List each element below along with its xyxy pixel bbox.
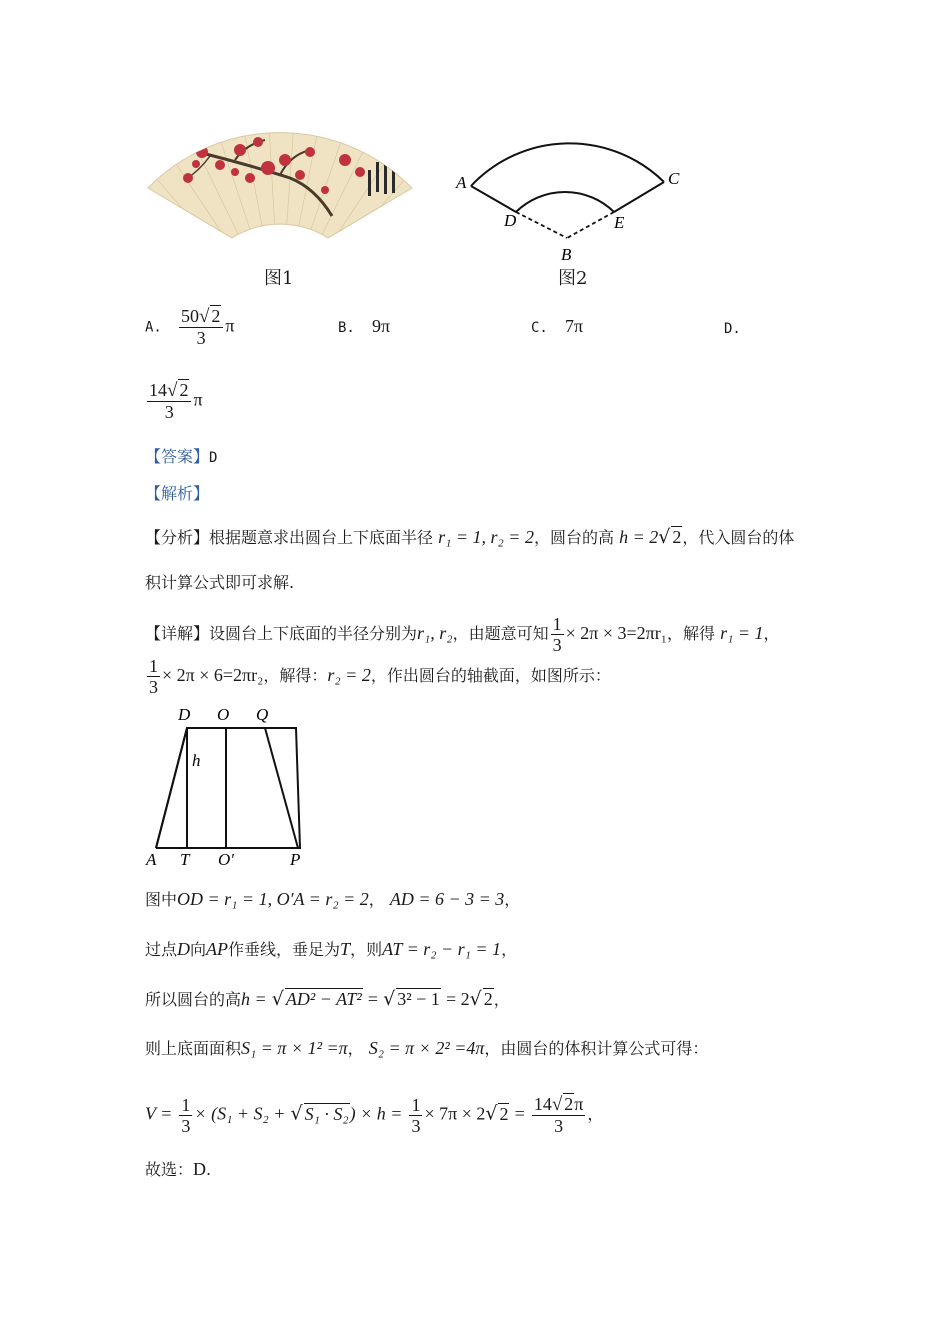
option-b-value: 9π	[371, 316, 391, 336]
detail-result-r1: r₁ = 1	[720, 623, 764, 643]
option-c-value: 7π	[564, 316, 584, 336]
volume-radicand-2: 2	[499, 1103, 509, 1124]
step-3-text: 所以圆台的高	[145, 990, 242, 1009]
step-2	[145, 938, 517, 961]
step-2-line-AP: AP	[206, 939, 229, 959]
analysis-height: h = 2	[619, 527, 659, 547]
step-4-area-1: S₁ = π × 1² =π	[241, 1038, 348, 1058]
figure-1-caption: 图1	[264, 268, 294, 289]
step-1-sep: ，	[368, 890, 385, 909]
option-c-letter: C.	[531, 320, 548, 336]
option-d-letter: D.	[724, 321, 741, 337]
figure-2-caption: 图2	[558, 268, 588, 289]
option-d-radicand: 2	[179, 380, 189, 400]
label-Q: Q	[256, 705, 269, 724]
volume-frac1-den: 3	[181, 1115, 191, 1136]
step-4-text-2: ，由圆台的体积计算公式可得：	[484, 1039, 709, 1058]
volume-num-pi: π	[574, 1094, 584, 1114]
volume-frac1-num: 1	[181, 1094, 191, 1115]
analysis-label: 【分析】	[145, 528, 210, 547]
step-2-point-D: D	[177, 939, 191, 959]
detail-end-1: ，	[763, 624, 780, 643]
answer-label: 【答案】	[145, 447, 210, 466]
step-1-text: 图中	[145, 890, 178, 909]
step-2-text-3: 作垂线，垂足为	[228, 940, 341, 959]
step-3: 所以圆台的高h = √ AD² − AT² = √ 3² − 1 = 2√ 2，	[145, 988, 510, 1010]
fan-painting-figure	[140, 120, 420, 260]
step-3-radicand-1: AD² − AT²	[285, 989, 362, 1009]
volume-formula: V = $\frac{1}{3}$ × (S₁ + S₂ + √ S₁ · S₂) × h = $\frac{1}{3}$ × 7π × 2√ 2 = $\frac{14√ 2\pi}{3}$ ，	[145, 1094, 604, 1136]
axial-section-trapezoid	[140, 700, 320, 870]
option-d-pi: π	[193, 389, 203, 410]
label-D: D	[178, 705, 191, 724]
detail-text-1: 设圆台上下底面的半径分别为	[209, 624, 418, 643]
dashed-EB	[567, 212, 614, 238]
step-2-text-1: 过点	[145, 940, 178, 959]
final-answer	[145, 1158, 211, 1181]
step-1	[145, 888, 520, 911]
detail-text-5: ，作出圆台的轴截面，如图所示：	[370, 666, 611, 685]
volume-frac2-den: 3	[411, 1115, 421, 1136]
analysis-height-radicand: 2	[672, 527, 682, 547]
trapezoid-outline	[156, 728, 300, 848]
side-AD	[471, 186, 516, 212]
detail-text-2: ，由题意可知	[452, 624, 549, 643]
label-T: T	[180, 850, 190, 869]
detail-text-3: ，解得	[666, 624, 715, 643]
step-1-end: ，	[504, 890, 521, 909]
jiexi-label-text: 【解析】	[145, 484, 210, 503]
option-b-letter: B.	[338, 320, 355, 336]
label-P: P	[290, 850, 301, 869]
inner-arc	[516, 192, 614, 212]
option-a: A. $\frac{50√ 2}{3}$ π	[145, 306, 235, 348]
detail-radii-vars: r₁, r₂	[417, 623, 453, 643]
label-h: h	[192, 751, 201, 770]
outer-arc	[471, 143, 664, 186]
step-3-radicand-2: 3² − 1	[397, 989, 440, 1009]
step-2-end: ，	[501, 940, 518, 959]
label-C: C	[668, 169, 680, 188]
label-D: D	[504, 211, 517, 230]
label-O: O	[217, 705, 230, 724]
jiexi-label	[145, 483, 209, 505]
step-2-text-2: 向	[190, 940, 207, 959]
annular-sector-figure	[450, 120, 690, 270]
step-3-end: ，	[493, 990, 510, 1009]
option-b	[338, 316, 390, 337]
step-2-text-4: ，则	[350, 940, 383, 959]
step-4-sep: ，	[347, 1039, 364, 1058]
step-2-foot-T: T	[340, 939, 351, 959]
analysis-radii: r₁ = 1, r₂ = 2	[438, 527, 534, 547]
option-d-denominator: 3	[164, 402, 174, 422]
step-3-radicand-3: 2	[483, 989, 493, 1009]
volume-eq: =	[514, 1103, 525, 1124]
label-O-prime: O′	[218, 850, 234, 869]
volume-radicand: S₁ · S₂	[304, 1103, 349, 1124]
step-4	[145, 1037, 708, 1060]
detail-label: 【详解】	[145, 624, 210, 643]
option-a-radicand: 2	[211, 306, 221, 326]
volume-frac2-num: 1	[411, 1094, 421, 1115]
detail-frac2-den: 3	[149, 677, 158, 697]
step-3-eq: =	[367, 989, 379, 1009]
fan-paper	[148, 133, 412, 238]
volume-end: ，	[587, 1104, 604, 1124]
label-A: A	[146, 850, 157, 869]
detail-eq-1: × 2π × 3=2πr₁	[565, 623, 667, 643]
volume-lhs: V =	[145, 1103, 173, 1124]
option-a-pi: π	[225, 315, 235, 336]
detail-line-1	[145, 614, 780, 655]
step-4-area-2: S₂ = π × 2² =4π	[368, 1038, 485, 1058]
volume-mid-3: × 7π × 2	[424, 1103, 486, 1124]
volume-mid-2: ) × h =	[349, 1103, 403, 1124]
step-3-h: h =	[241, 989, 267, 1009]
answer-line	[145, 446, 217, 469]
volume-den: 3	[554, 1116, 564, 1136]
option-a-numerator: 50	[180, 306, 199, 326]
final-text: 故选：	[145, 1160, 194, 1179]
answer-value: D	[209, 450, 218, 466]
detail-frac2-num: 1	[149, 656, 158, 676]
option-c	[531, 316, 583, 337]
analysis-text-2: ，圆台的高	[533, 528, 614, 547]
detail-result-r2: r₂ = 2	[327, 665, 371, 685]
label-A: A	[456, 173, 467, 192]
analysis-line-2: 积计算公式即可求解.	[145, 573, 295, 592]
detail-eq-2: × 2π × 6=2πr₂	[162, 665, 264, 685]
step-1-expr-2: AD = 6 − 3 = 3	[389, 889, 505, 909]
detail-text-4: ，解得：	[263, 666, 328, 685]
step-3-eq-2: = 2	[445, 989, 470, 1009]
volume-num: 14	[533, 1094, 552, 1114]
analysis-line-1: 【分析】根据题意求出圆台上下底面半径 r₁ = 1, r₂ = 2，圆台的高 h = 2√ 2，代入圆台的体	[145, 526, 795, 548]
detail-line-2	[145, 656, 611, 697]
option-d-numerator: 14	[149, 380, 167, 400]
detail-frac1-den: 3	[552, 635, 562, 655]
step-4-text-1: 则上底面面积	[145, 1039, 242, 1058]
option-d	[724, 318, 741, 337]
volume-num-radicand: 2	[564, 1094, 574, 1114]
analysis-text-3: ，代入圆台的体	[682, 528, 795, 547]
option-a-letter: A.	[145, 319, 162, 336]
label-B: B	[561, 245, 572, 264]
final-end: .	[206, 1160, 212, 1179]
detail-frac1-num: 1	[552, 614, 562, 634]
label-E: E	[614, 213, 625, 232]
option-d-value: $\frac{14√ 2}{3}$ π	[149, 380, 203, 422]
option-a-denominator: 3	[196, 328, 206, 348]
analysis-text-1: 根据题意求出圆台上下底面半径	[209, 528, 434, 547]
final-value: D	[193, 1159, 207, 1179]
step-1-expr-1: OD = r₁ = 1, O′A = r₂ = 2	[177, 889, 369, 909]
side-CE	[614, 182, 664, 212]
volume-mid-1: × (S₁ + S₂ +	[194, 1103, 286, 1124]
dashed-DB	[516, 212, 567, 238]
step-2-expr: AT = r₂ − r₁ = 1	[382, 939, 502, 959]
